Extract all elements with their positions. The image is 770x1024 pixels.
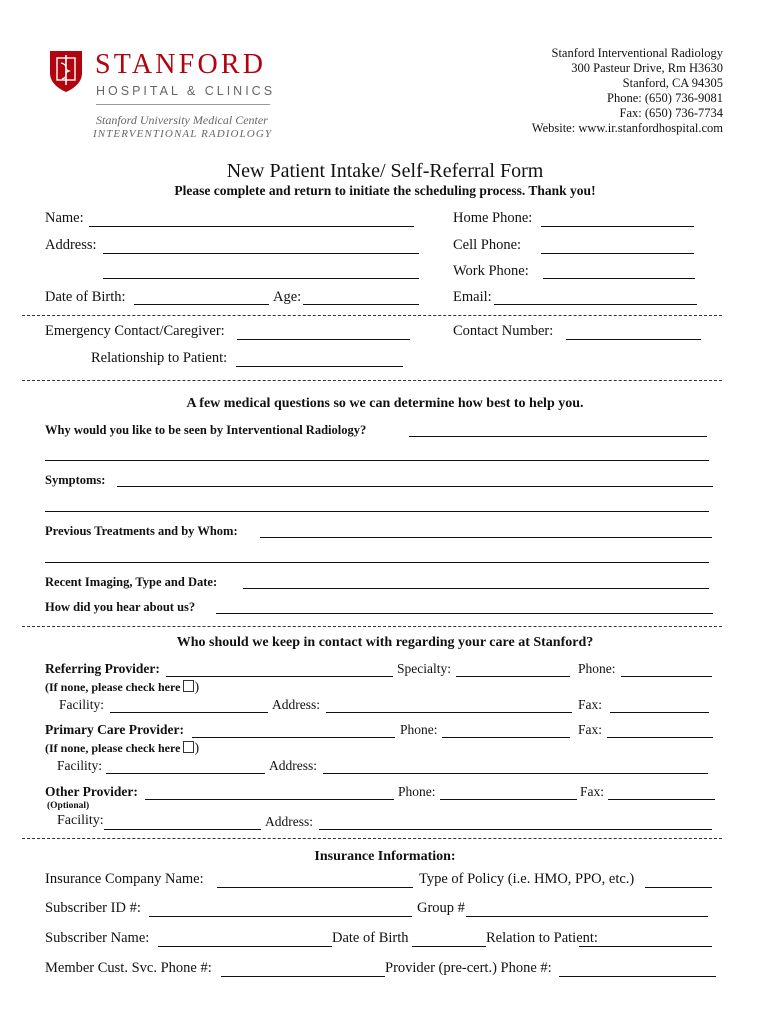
- imaging-field[interactable]: [245, 572, 707, 588]
- referring-facility-field[interactable]: [112, 695, 266, 711]
- home-phone-field[interactable]: [543, 209, 691, 225]
- other-provider-label: Other Provider:: [45, 784, 138, 799]
- close-paren: ): [194, 741, 200, 756]
- contact-line: Stanford Interventional Radiology: [551, 46, 723, 60]
- if-none-label: (If none, please check here: [45, 741, 181, 755]
- age-label: Age:: [273, 289, 302, 305]
- relationship-line: [236, 366, 403, 367]
- primary-care-field[interactable]: [194, 720, 393, 736]
- referring-provider-label: Referring Provider:: [45, 661, 160, 676]
- relationship-label: Relationship to Patient:: [91, 350, 228, 366]
- logo-divider: [96, 104, 270, 105]
- referring-phone-field[interactable]: [623, 659, 710, 675]
- previous-treatments-field-2[interactable]: [47, 545, 707, 561]
- other-fax-field[interactable]: [610, 782, 713, 798]
- symptoms-field[interactable]: [119, 470, 711, 486]
- name-line: [89, 226, 414, 227]
- other-facility-line: [104, 829, 261, 830]
- section-divider: [22, 380, 722, 381]
- contact-line: Stanford, CA 94305: [622, 76, 723, 90]
- provider-phone-label: Provider (pre-cert.) Phone #:: [385, 960, 552, 976]
- other-phone-field[interactable]: [442, 782, 575, 798]
- subscriber-name-field[interactable]: [160, 929, 330, 945]
- referring-if-none: [45, 680, 199, 696]
- work-phone-field[interactable]: [545, 261, 693, 277]
- primary-if-none: [45, 741, 199, 757]
- address-line-2: [103, 278, 419, 279]
- emergency-contact-label: Emergency Contact/Caregiver:: [45, 323, 225, 339]
- imaging-label: Recent Imaging, Type and Date:: [45, 575, 218, 589]
- primary-none-checkbox[interactable]: [183, 741, 194, 753]
- primary-address-label: Address:: [269, 758, 317, 773]
- contact-number-label: Contact Number:: [453, 323, 554, 339]
- symptoms-field-2[interactable]: [47, 494, 707, 510]
- previous-treatments-field[interactable]: [262, 521, 710, 537]
- relation-field[interactable]: [581, 929, 710, 945]
- subscriber-dob-line: [412, 946, 486, 947]
- contact-website: Website: www.ir.stanfordhospital.com: [531, 121, 723, 135]
- specialty-label: Specialty:: [397, 661, 451, 676]
- other-facility-field[interactable]: [106, 812, 259, 828]
- other-facility-label: Facility:: [57, 813, 104, 828]
- section-divider: [22, 315, 722, 316]
- name-label: Name:: [45, 210, 84, 226]
- hear-about-field[interactable]: [218, 597, 711, 613]
- hear-about-label: How did you hear about us?: [45, 600, 196, 614]
- why-line: [409, 436, 707, 437]
- logo-department: INTERVENTIONAL RADIOLOGY: [93, 128, 273, 140]
- insurance-company-field[interactable]: [219, 870, 411, 886]
- referring-address-line: [326, 712, 572, 713]
- why-line-2: [45, 460, 709, 461]
- primary-facility-label: Facility:: [57, 758, 102, 773]
- close-paren: ): [194, 680, 200, 695]
- if-none-label: (If none, please check here: [45, 680, 181, 694]
- relation-line: [579, 946, 712, 947]
- primary-fax-field[interactable]: [609, 720, 711, 736]
- dob-field[interactable]: [136, 287, 266, 303]
- work-phone-line: [543, 278, 695, 279]
- emergency-contact-line: [237, 339, 410, 340]
- primary-facility-line: [106, 773, 265, 774]
- referring-address-field[interactable]: [328, 695, 570, 711]
- group-field[interactable]: [468, 899, 706, 915]
- subscriber-id-label: Subscriber ID #:: [45, 900, 141, 916]
- home-phone-label: Home Phone:: [453, 210, 533, 226]
- form-title: New Patient Intake/ Self-Referral Form: [226, 160, 544, 182]
- policy-type-line: [645, 887, 712, 888]
- other-phone-label: Phone:: [398, 784, 436, 799]
- why-field[interactable]: [411, 420, 705, 436]
- cell-phone-field[interactable]: [543, 236, 691, 252]
- name-field[interactable]: [91, 209, 411, 225]
- policy-type-field[interactable]: [647, 870, 710, 886]
- why-label: Why would you like to be seen by Interventional Radiology?: [45, 423, 367, 437]
- hear-about-line: [216, 613, 713, 614]
- address-label: Address:: [45, 237, 97, 253]
- primary-address-line: [323, 773, 708, 774]
- providers-heading: Who should we keep in contact with regarding your care at Stanford?: [176, 635, 594, 650]
- address-field-1[interactable]: [105, 236, 417, 252]
- specialty-field[interactable]: [458, 659, 568, 675]
- member-phone-field[interactable]: [223, 959, 383, 975]
- provider-phone-field[interactable]: [561, 959, 714, 975]
- emergency-contact-field[interactable]: [239, 322, 408, 338]
- cell-phone-label: Cell Phone:: [453, 237, 522, 253]
- other-fax-label: Fax:: [580, 784, 605, 799]
- section-divider: [22, 626, 722, 627]
- subscriber-name-line: [158, 946, 332, 947]
- primary-care-label: Primary Care Provider:: [45, 722, 184, 737]
- contact-block: [532, 46, 723, 136]
- referring-address-label: Address:: [272, 697, 320, 712]
- policy-type-label: Type of Policy (i.e. HMO, PPO, etc.): [419, 871, 635, 887]
- age-field[interactable]: [305, 287, 417, 303]
- contact-number-field[interactable]: [568, 322, 699, 338]
- email-label: Email:: [453, 289, 492, 305]
- imaging-line: [243, 588, 709, 589]
- member-phone-label: Member Cust. Svc. Phone #:: [45, 960, 212, 976]
- group-label: Group #: [417, 900, 465, 916]
- primary-facility-field[interactable]: [108, 756, 263, 772]
- medical-heading: A few medical questions so we can determine how best to help you.: [186, 396, 584, 411]
- previous-treatments-line-2: [45, 562, 709, 563]
- other-address-label: Address:: [265, 814, 313, 829]
- primary-phone-line: [442, 737, 570, 738]
- other-provider-line: [145, 799, 394, 800]
- address-field-2[interactable]: [105, 261, 417, 277]
- dob-line: [134, 304, 269, 305]
- referring-phone-line: [621, 676, 712, 677]
- referring-provider-field[interactable]: [168, 659, 391, 675]
- referring-fax-line: [610, 712, 709, 713]
- subscriber-dob-label: Date of Birth: [332, 930, 409, 946]
- other-fax-line: [608, 799, 715, 800]
- specialty-line: [456, 676, 570, 677]
- logo-center: Stanford University Medical Center: [96, 113, 268, 127]
- address-line-1: [103, 253, 419, 254]
- email-line: [494, 304, 697, 305]
- primary-address-field[interactable]: [325, 756, 706, 772]
- referring-facility-line: [110, 712, 268, 713]
- referring-phone-label: Phone:: [578, 661, 616, 676]
- member-phone-line: [221, 976, 385, 977]
- symptoms-label: Symptoms:: [45, 473, 106, 487]
- dob-label: Date of Birth:: [45, 289, 126, 305]
- optional-note: (Optional): [47, 801, 90, 811]
- group-line: [466, 916, 708, 917]
- other-address-line: [319, 829, 712, 830]
- symptoms-line: [117, 486, 713, 487]
- cell-phone-line: [541, 253, 694, 254]
- referring-provider-line: [166, 676, 393, 677]
- work-phone-label: Work Phone:: [453, 263, 529, 279]
- why-field-2[interactable]: [47, 443, 707, 459]
- logo-brand: STANFORD: [95, 49, 267, 80]
- email-field[interactable]: [496, 287, 695, 303]
- primary-care-line: [192, 737, 395, 738]
- other-address-field[interactable]: [321, 812, 710, 828]
- primary-phone-field[interactable]: [444, 720, 568, 736]
- age-line: [303, 304, 419, 305]
- insurance-company-line: [217, 887, 413, 888]
- symptoms-line-2: [45, 511, 709, 512]
- other-provider-field[interactable]: [147, 782, 392, 798]
- previous-treatments-line: [260, 537, 712, 538]
- insurance-company-label: Insurance Company Name:: [45, 871, 204, 887]
- other-phone-line: [440, 799, 577, 800]
- shield-icon: [49, 49, 83, 93]
- primary-phone-label: Phone:: [400, 722, 438, 737]
- form-subtitle: Please complete and return to initiate the scheduling process. Thank you!: [174, 183, 596, 198]
- subscriber-dob-field[interactable]: [414, 929, 484, 945]
- referring-facility-label: Facility:: [59, 697, 104, 712]
- relation-label: Relation to Patient:: [486, 930, 598, 946]
- referring-fax-label: Fax:: [578, 697, 603, 712]
- referring-fax-field[interactable]: [612, 695, 707, 711]
- primary-fax-label: Fax:: [578, 722, 603, 737]
- insurance-heading: Insurance Information:: [314, 849, 456, 864]
- contact-phone: Phone: (650) 736-9081: [607, 91, 723, 105]
- contact-line: 300 Pasteur Drive, Rm H3630: [571, 61, 723, 75]
- subscriber-id-field[interactable]: [151, 899, 410, 915]
- relationship-field[interactable]: [238, 349, 401, 365]
- section-divider: [22, 838, 722, 839]
- contact-fax: Fax: (650) 736-7734: [619, 106, 723, 120]
- previous-treatments-label: Previous Treatments and by Whom:: [45, 524, 238, 538]
- subscriber-id-line: [149, 916, 412, 917]
- provider-phone-line: [559, 976, 716, 977]
- subscriber-name-label: Subscriber Name:: [45, 930, 150, 946]
- referring-none-checkbox[interactable]: [183, 680, 194, 692]
- home-phone-line: [541, 226, 694, 227]
- logo-subbrand: HOSPITAL & CLINICS: [96, 84, 276, 98]
- contact-number-line: [566, 339, 701, 340]
- primary-fax-line: [607, 737, 713, 738]
